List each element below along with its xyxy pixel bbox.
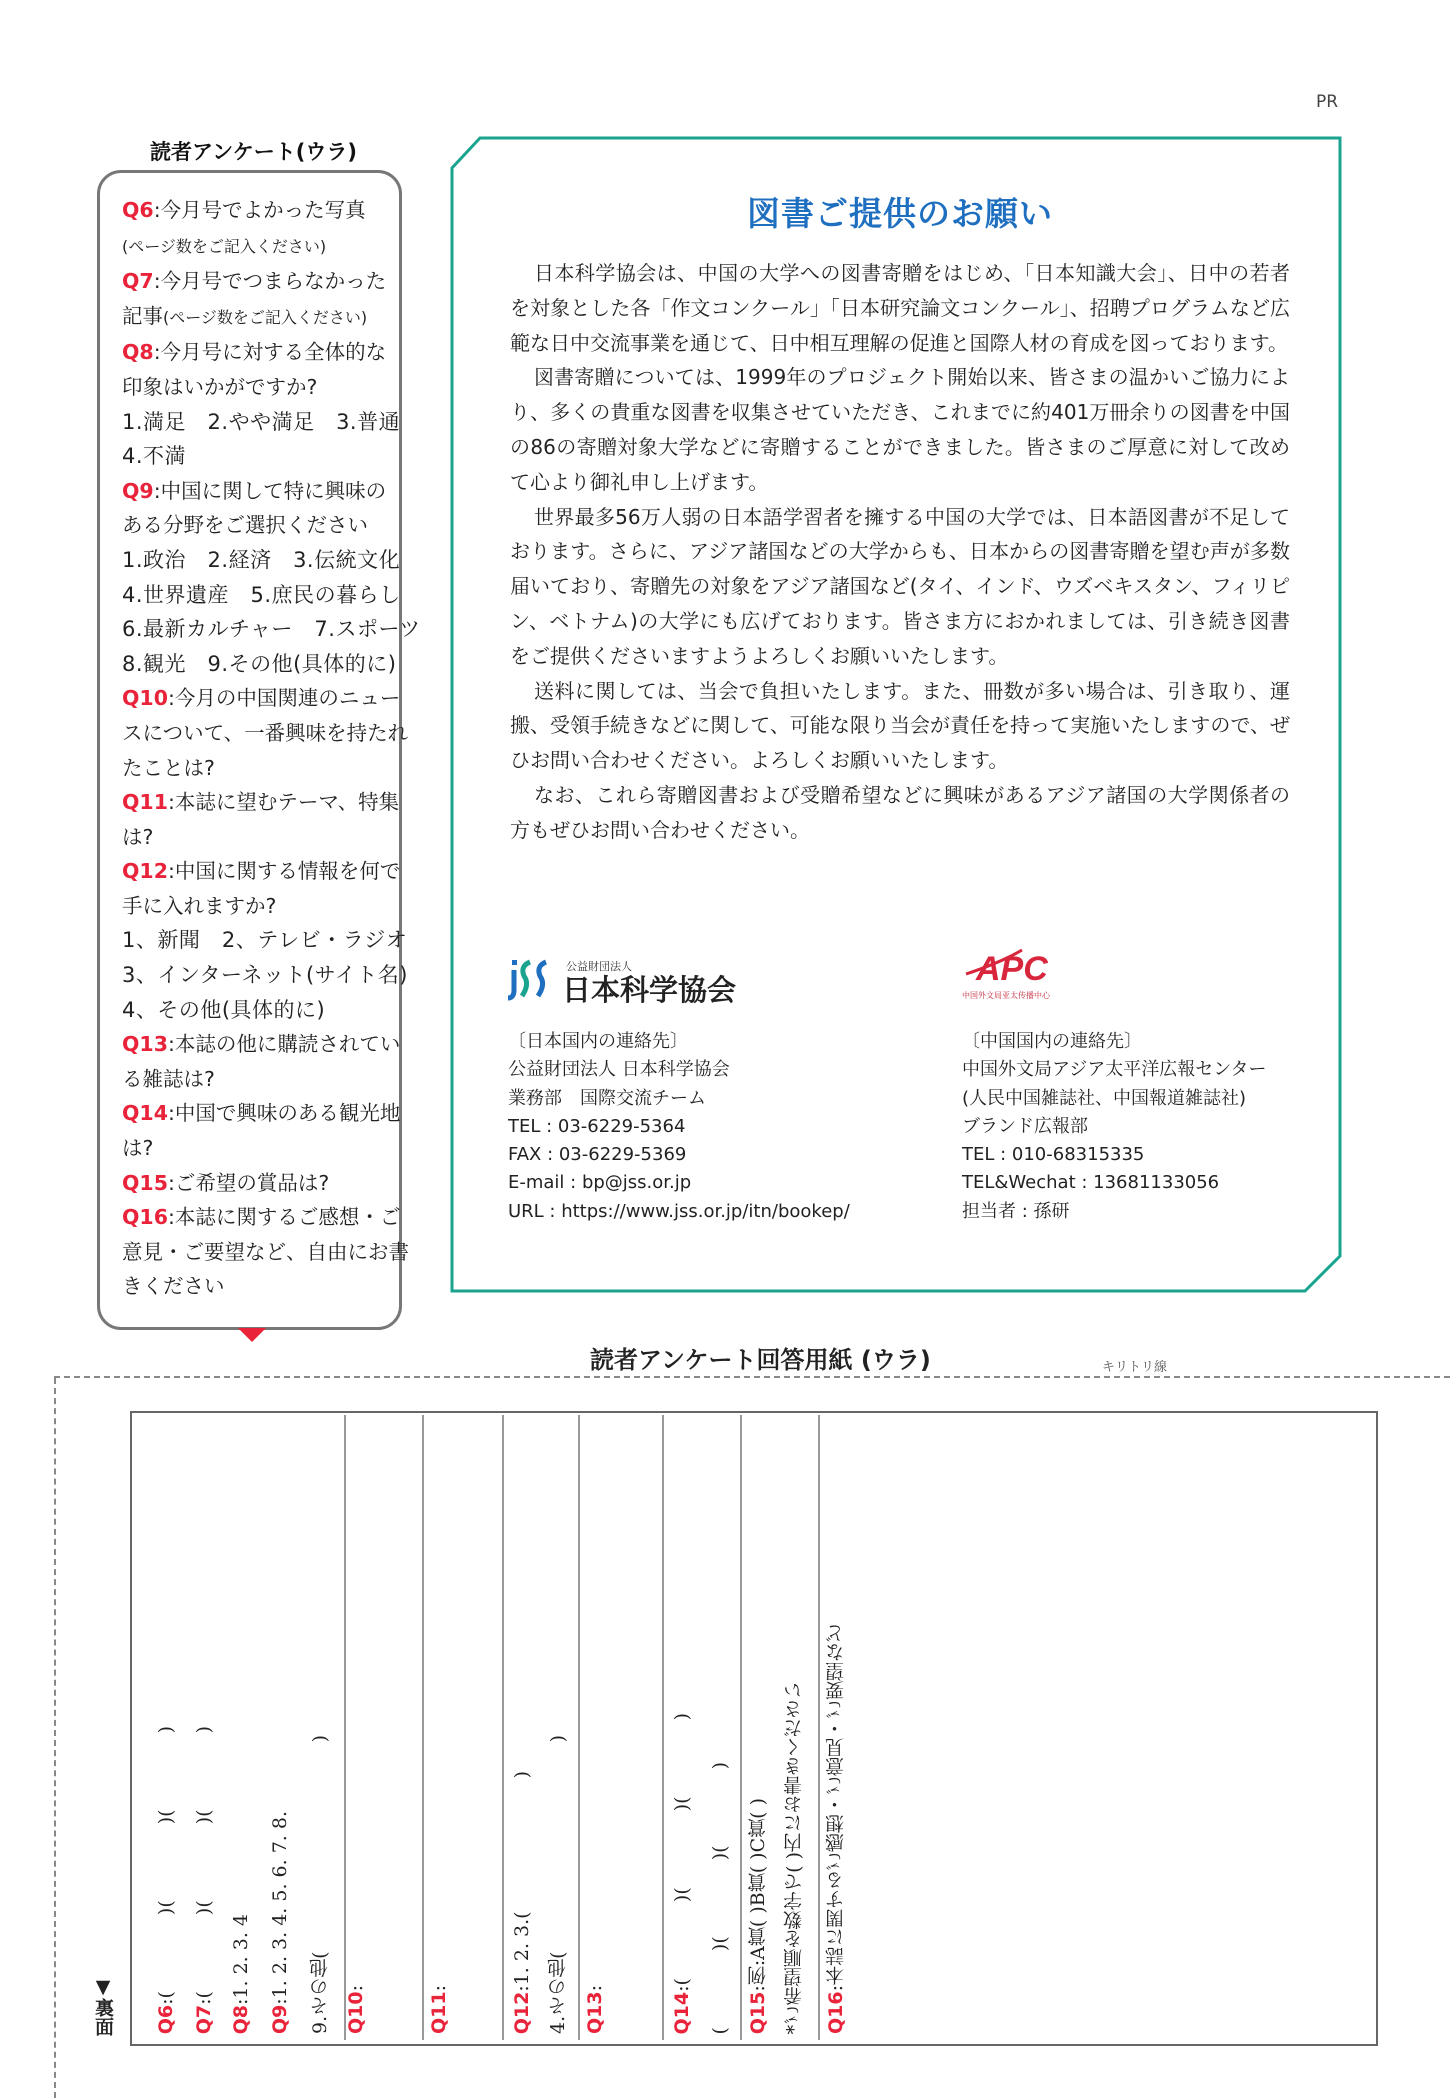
survey-line <box>122 1027 401 1062</box>
apc-logo-name: APC <box>976 950 1048 988</box>
answer-field[interactable] <box>190 1726 217 2034</box>
survey-line <box>122 716 409 751</box>
jss-logo-icon <box>508 958 558 1002</box>
answer-options: 1、新聞 2、テレビ・ラジオ <box>122 928 408 953</box>
contact-line: 中国外文局アジア太平洋広報センター <box>962 1059 1267 1081</box>
answer-text: 4.その他( ) <box>547 1735 569 2034</box>
survey-line <box>122 923 408 958</box>
contact-china <box>962 1028 1267 1226</box>
notice-paragraph: なお、これら寄贈図書および受贈希望などに興味があるアジア諸国の大学関係者の方もぜひお問い合わせください。 <box>510 782 1290 842</box>
question-text: :今月号に対する全体的な <box>153 340 387 365</box>
answer-text: :1. 2. 3.( ) <box>511 1770 533 1992</box>
answer-options: 4.世界遺産 5.庶民の暮らし <box>122 582 401 607</box>
answer-options: 1.満足 2.やや満足 3.普通 <box>122 409 401 434</box>
question-text: :今月号でつまらなかった <box>153 269 387 294</box>
back-side-label: ▼裏面 <box>92 1976 114 2036</box>
survey-line <box>122 681 401 716</box>
question-number: Q15 <box>747 1991 769 2034</box>
answer-field[interactable] <box>544 1735 571 2034</box>
survey-title: 読者アンケート(ウラ) <box>150 140 357 164</box>
answer-text: :1. 2. 3. 4. 5. 6. 7. 8. <box>269 1810 291 2005</box>
answer-field[interactable] <box>668 1713 695 2034</box>
survey-line <box>122 543 401 578</box>
survey-line <box>122 193 387 228</box>
question-text: 意見・ご要望など、自由にお書 <box>122 1239 409 1264</box>
contact-line: TEL : 03-6229-5364 <box>508 1115 686 1137</box>
question-text: は? <box>122 824 154 849</box>
notice-title: 図書ご提供のお願い <box>747 194 1053 233</box>
survey-line <box>122 958 408 993</box>
contact-line: E-mail : bp@jss.or.jp <box>508 1172 692 1194</box>
jss-logo-subtitle: 公益財団法人 <box>566 960 632 973</box>
cut-line-label: キリトリ線 <box>1102 1360 1168 1375</box>
question-number: Q9 <box>122 478 154 503</box>
answer-text: :1. 2. 3. 4 <box>230 1913 252 2005</box>
survey-line <box>122 439 387 474</box>
answer-field[interactable] <box>706 1762 733 2034</box>
contact-line: 公益財団法人 日本科学協会 <box>508 1059 730 1081</box>
answer-text: : <box>345 1985 367 1992</box>
answer-field[interactable] <box>508 1771 535 2034</box>
survey-line <box>122 854 401 889</box>
survey-line <box>122 299 387 336</box>
survey-line <box>122 612 421 647</box>
notice-paragraph: 日本科学協会は、中国の大学への図書寄贈をはじめ、「日本知識大会」、日中の若者を対象とした各「作文コンクール」「日本研究論文コンクール」、招聘プログラムなど広範な日中交流事業を通じて、日中相互理解の促進と国際人材の育成を図っております。 <box>510 261 1290 355</box>
question-number: Q6 <box>155 2004 177 2034</box>
answer-field[interactable] <box>306 1735 333 2034</box>
survey-box <box>97 170 421 1330</box>
question-number: Q7 <box>122 269 154 294</box>
question-text: :中国に関して特に興味の <box>153 478 387 503</box>
survey-line <box>122 228 387 265</box>
answer-text: :( )( )( ) <box>671 1712 693 1992</box>
question-number: Q16 <box>825 1991 847 2034</box>
contact-line: TEL : 010-68315335 <box>962 1144 1145 1166</box>
survey-line <box>122 370 387 405</box>
question-text: :本誌に望むテーマ、特集 <box>167 790 400 815</box>
answer-field[interactable] <box>345 1985 367 2034</box>
question-text: :本誌に関するご感想・ご <box>167 1205 401 1230</box>
question-number: Q8 <box>122 340 154 365</box>
question-text: :今月号でよかった写真 <box>153 198 366 222</box>
answer-field[interactable] <box>822 1624 849 2034</box>
answer-field[interactable] <box>428 1985 450 2034</box>
cut-line-vertical <box>54 1378 56 2098</box>
survey-line <box>122 508 387 543</box>
answer-text: : <box>584 1985 606 1992</box>
question-number: Q13 <box>122 1032 168 1057</box>
answer-text: ( )( )( ) <box>709 1761 731 2034</box>
answer-text: : <box>428 1985 450 1992</box>
question-text: :中国で興味のある観光地 <box>167 1101 401 1126</box>
survey-line <box>122 264 387 299</box>
answer-text: :( )( )( ) <box>193 1725 215 2005</box>
question-text: 手に入れますか? <box>122 893 277 918</box>
answer-text: :例:A賞( )B賞( )C賞( ) <box>747 1797 769 1992</box>
survey-line <box>122 474 387 509</box>
survey-line <box>122 335 387 370</box>
contact-line: 担当者 : 孫研 <box>962 1200 1070 1222</box>
pointer-icon <box>238 1328 266 1342</box>
answer-sheet-title: 読者アンケート回答用紙 (ウラ) <box>590 1346 931 1374</box>
survey-line <box>122 820 387 855</box>
answer-field[interactable] <box>230 1914 252 2034</box>
question-note: (ページ数をご記入ください) <box>122 236 327 256</box>
answer-text: *ご希望順を数字で( )内にお書きください <box>783 1680 805 2034</box>
question-note: (ページ数をご記入ください) <box>163 307 368 327</box>
question-number: Q14 <box>671 1991 693 2034</box>
column-divider <box>818 1415 820 2040</box>
question-text: る雑誌は? <box>122 1066 215 1091</box>
notice-paragraph: 世界最多56万人弱の日本語学習者を擁する中国の大学では、日本語図書が不足しております。さらに、アジア諸国などの大学からも、日本からの図書寄贈を望む声が多数届いており、寄贈先の対象をアジア諸国など(タイ、インド、ウズベキスタン、フィリピン、ベトナム)の大学にも広げております。皆さま方におかれましては、引き続き図書をご提供くださいますようよろしくお願いいたします。 <box>510 504 1290 668</box>
question-number: Q11 <box>428 1991 450 2034</box>
notice-paragraph: 送料に関しては、当会で負担いたします。また、冊数が多い場合は、引き取り、運搬、受領手続きなどに関して、可能な限り当会が責任を持って実施いたしますので、ぜひお問い合わせください。よろしくお願いいたします。 <box>510 678 1290 773</box>
question-number: Q11 <box>122 790 168 815</box>
question-number: Q12 <box>511 1991 533 2034</box>
answer-options: 6.最新カルチャー 7.スポーツ <box>122 617 421 642</box>
question-number: Q7 <box>193 2004 215 2034</box>
question-text: きください <box>122 1274 225 1299</box>
contact-line: (人民中国雑誌社、中国報道雑誌社) <box>962 1087 1247 1109</box>
question-number: Q14 <box>122 1101 168 1126</box>
question-number: Q9 <box>269 2004 291 2034</box>
survey-line <box>122 1166 387 1201</box>
column-divider <box>422 1415 424 2040</box>
contact-line: 業務部 国際交流チーム <box>508 1087 706 1109</box>
survey-line <box>122 993 387 1028</box>
question-number: Q10 <box>122 686 168 711</box>
survey-line <box>122 785 400 820</box>
cut-line <box>54 1376 1450 1378</box>
survey-line <box>122 578 401 613</box>
question-text: 印象はいかがですか? <box>122 374 318 399</box>
question-number: Q13 <box>584 1991 606 2034</box>
question-text: :中国に関する情報を何で <box>167 859 401 884</box>
question-number: Q15 <box>122 1170 168 1195</box>
column-divider <box>662 1415 664 2040</box>
question-text: たことは? <box>122 755 215 780</box>
contact-japan <box>508 1028 850 1226</box>
question-number: Q12 <box>122 859 168 884</box>
question-number: Q16 <box>122 1205 168 1230</box>
question-text: :今月の中国関連のニュー <box>167 686 401 711</box>
column-divider <box>502 1415 504 2040</box>
question-number: Q10 <box>345 1991 367 2034</box>
answer-field[interactable] <box>269 1811 291 2034</box>
question-text: 記事 <box>122 303 163 328</box>
survey-line <box>122 1096 401 1131</box>
answer-field[interactable] <box>152 1726 179 2034</box>
answer-text: :( )( )( ) <box>155 1725 177 2005</box>
column-divider <box>344 1415 346 2040</box>
survey-line <box>122 751 387 786</box>
answer-options: 8.観光 9.その他(具体的に) <box>122 651 397 676</box>
answer-text: 9.その他( ) <box>309 1735 331 2034</box>
apc-logo-icon <box>962 944 1082 990</box>
answer-field[interactable] <box>584 1985 606 2034</box>
survey-line <box>122 1200 401 1235</box>
answer-field[interactable] <box>744 1798 771 2034</box>
survey-line <box>122 647 397 682</box>
question-text: :本誌の他に購読されてい <box>167 1032 401 1057</box>
pr-label: PR <box>1316 92 1339 112</box>
contact-line: ブランド広報部 <box>962 1115 1088 1137</box>
answer-options: 4、その他(具体的に) <box>122 997 326 1022</box>
notice-paragraph: 図書寄贈については、1999年のプロジェクト開始以来、皆さまの温かいご協力により、多くの貴重な図書を収集させていただき、これまでに約401万冊余りの図書を中国の86の寄贈対象大学などに寄贈することができました。皆さまのご厚意に対して改めて心より御礼申し上げます。 <box>510 365 1290 494</box>
survey-line <box>122 1235 409 1270</box>
question-number: Q6 <box>122 198 154 222</box>
answer-field[interactable] <box>780 1681 807 2034</box>
contact-line: FAX : 03-6229-5369 <box>508 1144 687 1166</box>
answer-sheet <box>130 1411 1378 2046</box>
answer-options: 3、インターネット(サイト名) <box>122 963 408 988</box>
answer-options: 4.不満 <box>122 444 187 469</box>
answer-text: :本誌に関するご感想・ご意見・ご要望など <box>825 1624 847 1992</box>
column-divider <box>740 1415 742 2040</box>
question-text: スについて、一番興味を持たれ <box>122 720 409 745</box>
column-divider <box>578 1415 580 2040</box>
question-number: Q8 <box>230 2004 252 2034</box>
jss-logo-name: 日本科学協会 <box>562 973 737 1007</box>
contact-line: 〔中国国内の連絡先〕 <box>962 1031 1142 1052</box>
contact-line: 〔日本国内の連絡先〕 <box>508 1031 688 1052</box>
notice-body <box>510 256 1290 848</box>
apc-logo-subtitle: 中国外文局亚太传播中心 <box>962 991 1050 1000</box>
survey-line <box>122 1131 387 1166</box>
survey-line <box>122 405 401 440</box>
question-text: ある分野をご選択ください <box>122 513 368 538</box>
survey-line <box>122 1269 387 1304</box>
survey-line <box>122 1062 387 1097</box>
question-text: :ご希望の賞品は? <box>167 1170 330 1195</box>
contact-line: URL : https://www.jss.or.jp/itn/bookep/ <box>508 1200 850 1222</box>
answer-options: 1.政治 2.経済 3.伝統文化 <box>122 547 401 572</box>
question-text: は? <box>122 1136 154 1161</box>
survey-line <box>122 889 387 924</box>
contact-line: TEL&Wechat : 13681133056 <box>962 1172 1220 1194</box>
